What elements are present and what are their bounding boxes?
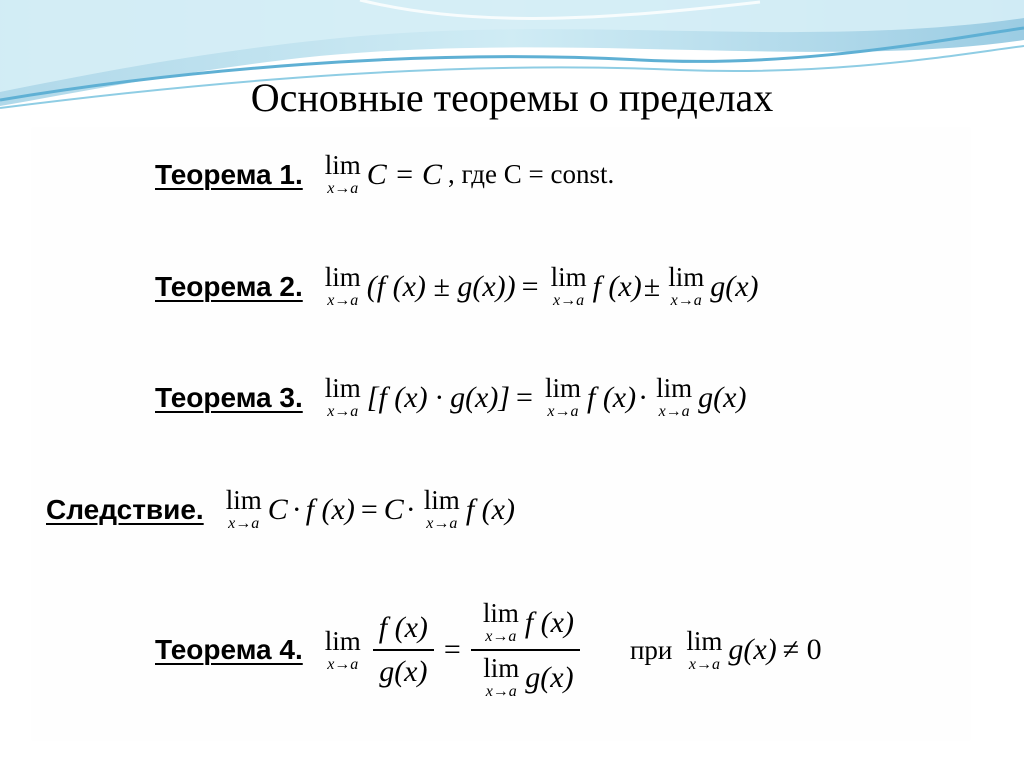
theorem-4-condition-word: при [629, 634, 673, 665]
theorem-2-row: Теорема 2. lim x→a (f (x) ± g(x)) = lim x→a f (x) ± lim x→a g(x) [155, 262, 759, 309]
fraction-f-over-g: $\frac{f (x)}{g(x)}$ [373, 611, 434, 689]
limit-operator: lim x→a [544, 373, 581, 420]
theorem-2-lhs: (f (x) ± g(x)) [366, 269, 516, 303]
limit-operator: lim x→a [656, 373, 693, 420]
limit-operator: lim x→a [324, 625, 361, 673]
limit-operator: lim x→a [324, 150, 361, 197]
theorem-1-condition: , где С = const. [448, 159, 615, 189]
limit-operator: lim x→a [686, 625, 723, 673]
theorem-4-row: Теорема 4. lim x→a $\frac{f (x)}{g(x)}$ = lim x→a f (x) lim x→a g(x) при lim x→a g(x) ≠ 0 [155, 598, 822, 700]
corollary-row: Следствие. lim x→a C · f (x) = C · lim x→a f (x) [46, 485, 515, 532]
theorem-3-lhs: [f (x) · g(x)] [366, 380, 511, 414]
limit-operator: lim x→a [324, 262, 361, 309]
corollary-label: Следствие. [46, 493, 204, 525]
theorem-4-label: Теорема 4. [155, 634, 303, 665]
theorem-3-row: Теорема 3. lim x→a [f (x) · g(x)] = lim x→a f (x) · lim x→a g(x) [155, 373, 747, 420]
limit-operator: lim x→a [483, 653, 520, 700]
limit-operator: lim x→a [668, 262, 705, 309]
page-title: Основные теоремы о пределах [250, 75, 774, 120]
fraction-limits: lim x→a f (x) lim x→a g(x) [471, 600, 580, 700]
limit-operator: lim x→a [324, 373, 361, 420]
limit-operator: lim x→a [225, 485, 262, 532]
theorem-2-label: Теорема 2. [155, 270, 303, 302]
limit-operator: lim x→a [423, 485, 460, 532]
theorem-1-expression: C = C [366, 157, 443, 191]
limit-operator: lim x→a [482, 598, 519, 645]
limit-operator: lim x→a [550, 262, 587, 309]
theorem-3-label: Теорема 3. [155, 381, 303, 413]
theorem-1-label: Теорема 1. [155, 158, 303, 190]
theorem-1-row [155, 152, 614, 197]
